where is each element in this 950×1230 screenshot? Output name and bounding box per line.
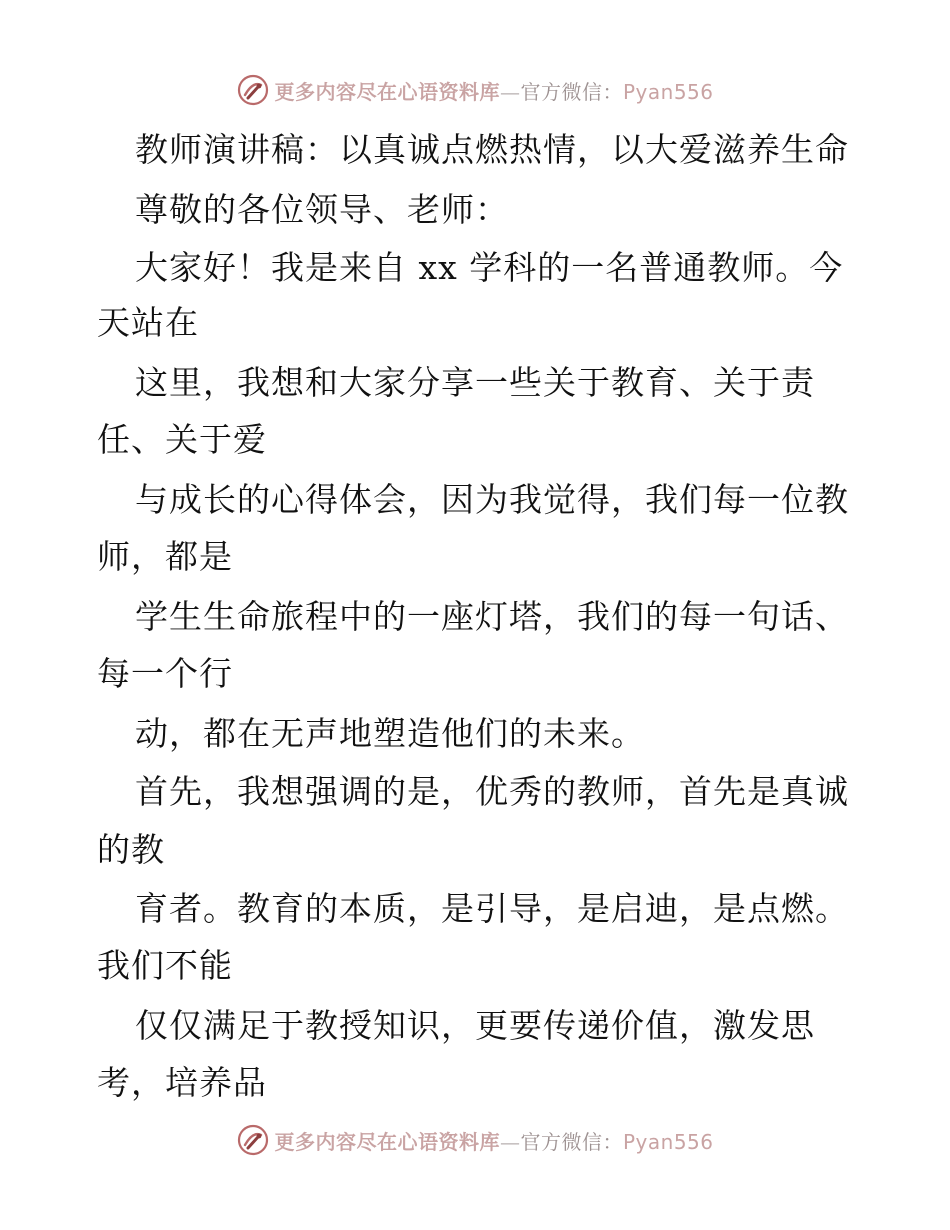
text-line: 育者。教育的本质，是引导，是启迪，是点燃。: [135, 889, 849, 928]
banner-label: 官方微信：: [520, 79, 623, 104]
banner-text: [274, 1126, 713, 1155]
banner-wechat-id: Pyan556: [622, 1129, 714, 1154]
text-line: 仅仅满足于教授知识，更要传递价值，激发思: [135, 1006, 815, 1045]
banner-label: 官方微信：: [520, 1129, 623, 1154]
text-line: 这里，我想和大家分享一些关于教育、关于责: [135, 363, 815, 402]
text-line: 师，都是: [97, 537, 233, 576]
text-line: 大家好！我是来自 xx 学科的一名普通教师。今: [135, 248, 844, 287]
banner-site-name: 更多内容尽在心语资料库: [274, 79, 500, 104]
text-line: 每一个行: [97, 654, 233, 693]
banner-text: [274, 76, 713, 105]
document-title: 教师演讲稿：以真诚点燃热情，以大爱滋养生命: [135, 130, 849, 169]
text-line: 与成长的心得体会，因为我觉得，我们每一位教: [135, 480, 849, 519]
header-banner: [0, 70, 950, 110]
banner-wechat-id: Pyan556: [622, 79, 714, 104]
footer-banner: [0, 1120, 950, 1160]
stamp-logo-icon: [236, 1123, 270, 1157]
stamp-logo-icon: [236, 73, 270, 107]
text-line: 尊敬的各位领导、老师：: [135, 190, 509, 229]
text-line: 我们不能: [97, 946, 233, 985]
text-line: 动，都在无声地塑造他们的未来。: [135, 714, 645, 753]
banner-site-name: 更多内容尽在心语资料库: [274, 1129, 500, 1154]
banner-separator: —: [499, 1129, 521, 1154]
text-line: 学生生命旅程中的一座灯塔，我们的每一句话、: [135, 597, 849, 636]
text-line: 任、关于爱: [97, 420, 267, 459]
text-line: 的教: [97, 830, 165, 869]
banner-separator: —: [499, 79, 521, 104]
text-line: 天站在: [97, 303, 199, 342]
text-line: 首先，我想强调的是，优秀的教师，首先是真诚: [135, 772, 849, 811]
text-line: 考，培养品: [97, 1063, 267, 1102]
